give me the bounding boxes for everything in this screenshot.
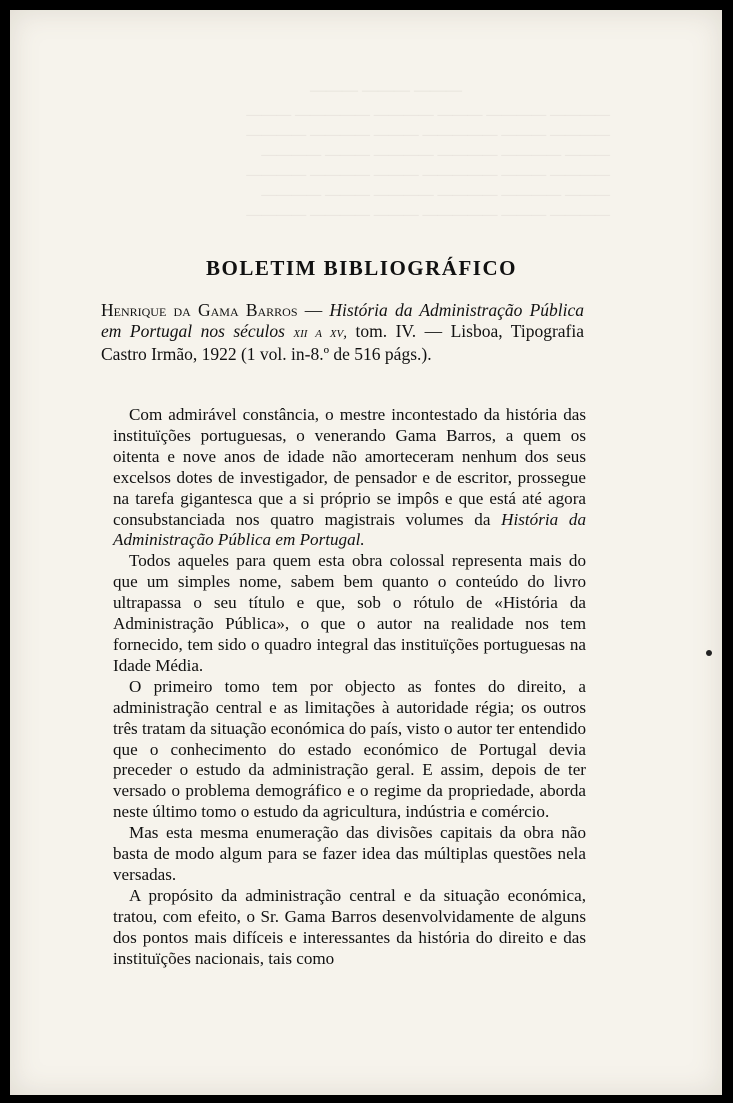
paragraph-1-italic-title: História da Administração Pública em Portugal. bbox=[113, 509, 586, 550]
citation-centuries: xii a xv, bbox=[293, 325, 348, 341]
review-body bbox=[113, 405, 586, 969]
paragraph-5 bbox=[113, 886, 586, 970]
paragraph-1-text: Com admirável constância, o mestre incontestado da história das instituïções portuguesas, o venerando Gama Barros, a quem os oitenta e nove anos de idade não amorteceram nenhum dos seus excelsos dotes de investigador, de pensador e de escritor, prossegue na tarefa gigantesca que a si próprio se impôs e que está até agora consubstanciada nos quatro magistrais volumes da bbox=[113, 405, 586, 529]
citation-details: tom. IV. — Lisboa, Tipografia Castro Irmão, 1922 (1 vol. in-8.º de 516 págs.). bbox=[101, 321, 585, 364]
bleed-through-text: ———— ———— ——— ———— ————— ——— ———— ——— ————— ——— ———— ———— ——— ———— ———— ———— ——— ———— ———— ——— ————— ——— ———— ———— ——— ———— ———— ———— ——— ———— ———— ——— ————— ——— ———— ———— bbox=[246, 107, 610, 223]
paragraph-2-text: Todos aqueles para quem esta obra colossal representa mais do que um simples nome, sabem bem quanto o conteúdo do livro ultrapassa o seu título e que, sob o rótulo de «História da Administração Pública», o que o autor na realidade nos tem fornecido, tem sido o quadro integral das instituïções portuguesas na Idade Média. bbox=[113, 551, 586, 675]
citation-author: Henrique da Gama Barros bbox=[101, 300, 298, 320]
scanned-page bbox=[10, 10, 722, 1095]
paragraph-4 bbox=[113, 823, 586, 886]
paragraph-3 bbox=[113, 677, 586, 823]
margin-ink-spot bbox=[706, 650, 712, 656]
paragraph-4-text: Mas esta mesma enumeração das divisões capitais da obra não basta de modo algum para se fazer idea das múltiplas questões nela versadas. bbox=[113, 823, 586, 884]
citation-work-title: História da Administração Pública em Portugal nos séculos bbox=[101, 300, 585, 341]
paragraph-5-text: A propósito da administração central e da situação económica, tratou, com efeito, o Sr. Gama Barros desenvolvidamente de alguns dos pontos mais difíceis e interessantes da história do direito e das instituïções nacionais, tais como bbox=[113, 885, 586, 968]
bulletin-title: BOLETIM BIBLIOGRÁFICO bbox=[206, 256, 517, 281]
paragraph-1 bbox=[113, 405, 586, 551]
bibliographic-citation bbox=[101, 300, 584, 365]
paragraph-3-text: O primeiro tomo tem por objecto as fontes do direito, a administração central e as limitações à autoridade régia; os outros três tratam da situação económica do país, visto o autor ter entendido que o conhecimento do estado económico de Portugal devia preceder o estudo da administração geral. E assim, depois de ter versado o problema demográfico e o regime da propriedade, aborda neste último tomo o estudo da agricultura, indústria e comércio. bbox=[113, 676, 586, 822]
citation-dash: — bbox=[297, 300, 330, 320]
bleed-through-running-head: ——— ——— ——— bbox=[310, 82, 462, 99]
paragraph-2 bbox=[113, 551, 586, 676]
